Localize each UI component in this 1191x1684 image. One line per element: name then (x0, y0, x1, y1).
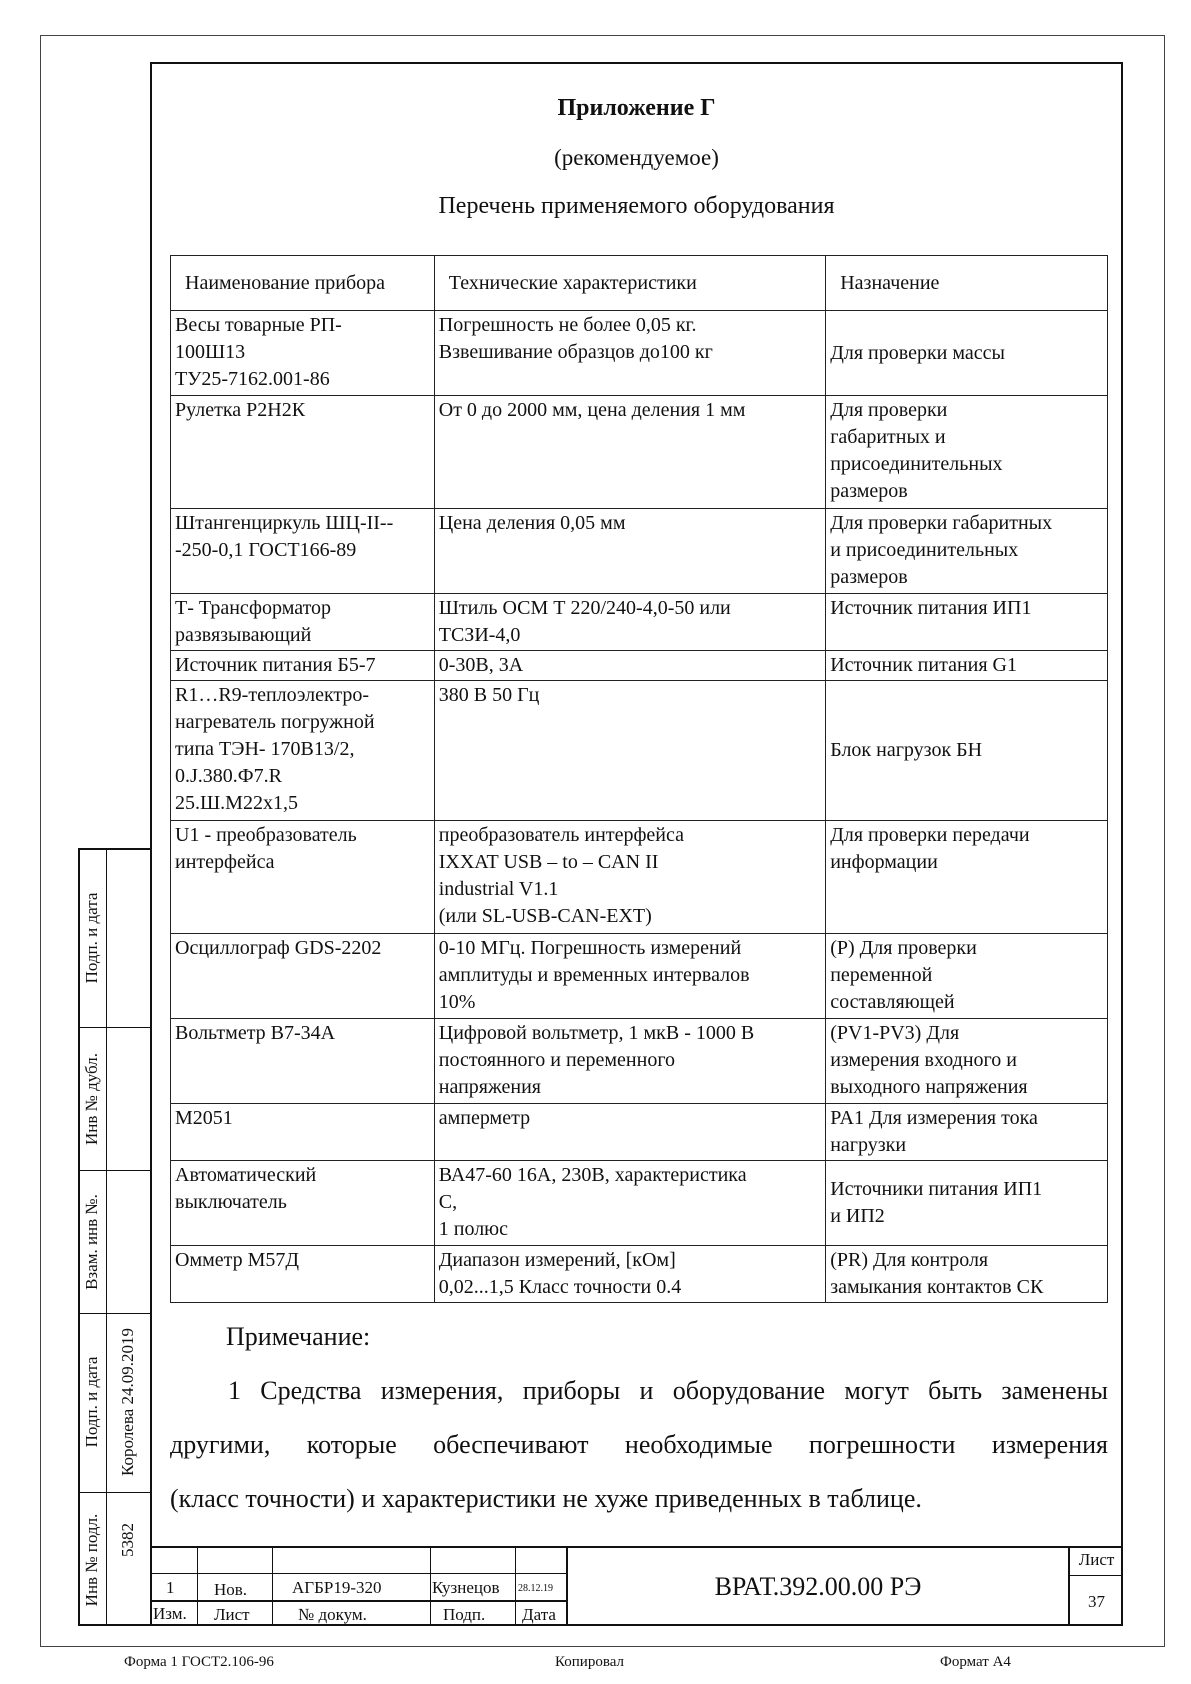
appendix-title: Приложение Г (557, 95, 716, 121)
cell-name: Весы товарные РП- 100Ш13 ТУ25-7162.001-86 (171, 311, 435, 396)
stamp-label-list: Лист (214, 1605, 250, 1624)
stamp-list-value: Нов. (214, 1580, 248, 1599)
cell-name: Вольтметр В7-34А (171, 1019, 435, 1104)
title-block-divider (197, 1546, 198, 1626)
stamp-izm-value: 1 (166, 1578, 175, 1597)
note-line-3: (класс точности) и характеристики не хуже приведенных в таблице. (170, 1484, 922, 1513)
table-row (171, 934, 1108, 1019)
side-label-inv-podl: Инв № подл. (82, 1513, 101, 1607)
side-signature-date: Королева 24.09.2019 (118, 1328, 137, 1476)
side-label-podp-data: Подп. и дата (82, 1356, 101, 1448)
cell-purpose: (PV1-PV3) Для измерения входного и выходного напряжения (826, 1019, 1108, 1104)
cell-purpose: Блок нагрузок БН (826, 681, 1108, 821)
cell-specs: 0-10 МГц. Погрешность измерений амплитуды и временных интервалов 10% (434, 934, 825, 1019)
stamp-label-date: Дата (522, 1605, 556, 1624)
title-block-divider (430, 1546, 431, 1626)
table-row (171, 1161, 1108, 1246)
cell-name: Источник питания Б5-7 (171, 651, 435, 681)
cell-purpose: Для проверки габаритных и присоединительных размеров (826, 509, 1108, 594)
table-row (171, 594, 1108, 651)
table-row (171, 821, 1108, 934)
side-hline (78, 1170, 150, 1171)
side-hline (78, 1027, 150, 1028)
cell-specs: амперметр (434, 1104, 825, 1161)
table-row (171, 1246, 1108, 1303)
appendix-subtitle: (рекомендуемое) (554, 145, 719, 170)
document-code: ВРАТ.392.00.00 РЭ (714, 1572, 922, 1601)
cell-purpose: (PR) Для контроля замыкания контактов СК (826, 1246, 1108, 1303)
side-hline (78, 1492, 150, 1493)
cell-specs: Цифровой вольтметр, 1 мкВ - 1000 В постоянного и переменного напряжения (434, 1019, 825, 1104)
stamp-sheet-number: 37 (1088, 1592, 1105, 1611)
note-line-2: другими, которые обеспечивают необходимые погрешности измерения (170, 1430, 1108, 1459)
stamp-docum-value: АГБР19-320 (292, 1578, 382, 1597)
side-hline (78, 1313, 150, 1314)
cell-name: Рулетка Р2Н2К (171, 396, 435, 509)
stamp-sheet-label: Лист (1078, 1550, 1115, 1569)
table-row (171, 681, 1108, 821)
equipment-table (170, 255, 1108, 1303)
cell-name: Штангенциркуль ШЦ-II-- -250-0,1 ГОСТ166-89 (171, 509, 435, 594)
table-row (171, 509, 1108, 594)
side-label-vzam-inv: Взам. инв №. (82, 1194, 101, 1290)
cell-purpose: Источники питания ИП1 и ИП2 (826, 1161, 1108, 1246)
cell-name: R1…R9-теплоэлектро- нагреватель погружной типа ТЭН- 170В13/2, 0.J.380.Ф7.R 25.Ш.М22х1,5 (171, 681, 435, 821)
table-row (171, 396, 1108, 509)
side-label-podp-data: Подп. и дата (82, 892, 101, 984)
stamp-label-docum: № докум. (298, 1605, 367, 1624)
cell-name: U1 - преобразователь интерфейса (171, 821, 435, 934)
stamp-label-izm: Изм. (153, 1604, 187, 1623)
stamp-label-podp: Подп. (443, 1605, 486, 1624)
stamp-date-value: 28.12.19 (518, 1583, 553, 1594)
table-row (171, 1104, 1108, 1161)
stamp-signer: Кузнецов (432, 1578, 500, 1597)
cell-specs: От 0 до 2000 мм, цена деления 1 мм (434, 396, 825, 509)
side-inv-number: 5382 (118, 1523, 137, 1557)
title-block-divider (150, 1573, 567, 1574)
cell-purpose: (Р) Для проверки переменной составляющей (826, 934, 1108, 1019)
cell-specs: Цена деления 0,05 мм (434, 509, 825, 594)
footer-form: Форма 1 ГОСТ2.106-96 (124, 1654, 274, 1670)
title-block-divider (1068, 1575, 1123, 1576)
cell-purpose: Источник питания G1 (826, 651, 1108, 681)
header-cell-specs: Технические характеристики (434, 256, 825, 311)
cell-specs: 380 В 50 Гц (434, 681, 825, 821)
cell-name: Т- Трансформатор развязывающий (171, 594, 435, 651)
cell-name: М2051 (171, 1104, 435, 1161)
cell-purpose: Для проверки передачи информации (826, 821, 1108, 934)
cell-purpose: Источник питания ИП1 (826, 594, 1108, 651)
cell-specs: Штиль ОСМ Т 220/240-4,0-50 или ТСЗИ-4,0 (434, 594, 825, 651)
cell-name: Автоматический выключатель (171, 1161, 435, 1246)
note-line-1: 1 Средства измерения, приборы и оборудование могут быть заменены (228, 1376, 1108, 1405)
table-row (171, 1019, 1108, 1104)
cell-name: Осциллограф GDS-2202 (171, 934, 435, 1019)
cell-specs: преобразователь интерфейса IXXAT USB – to – CAN II industrial V1.1 (или SL-USB-CAN-EXT) (434, 821, 825, 934)
footer-copied: Копировал (555, 1654, 624, 1670)
footer-format: Формат А4 (940, 1654, 1011, 1670)
table-row (171, 651, 1108, 681)
table-header-row (171, 256, 1108, 311)
title-block-divider (272, 1546, 273, 1626)
table-row (171, 311, 1108, 396)
cell-purpose: Для проверки массы (826, 311, 1108, 396)
side-label-inv-dubl: Инв № дубл. (82, 1052, 101, 1146)
title-block-divider (515, 1546, 516, 1626)
header-cell-name: Наименование прибора (171, 256, 435, 311)
side-divider (106, 848, 107, 1626)
cell-specs: ВА47-60 16А, 230В, характеристика С, 1 полюс (434, 1161, 825, 1246)
cell-purpose: PA1 Для измерения тока нагрузки (826, 1104, 1108, 1161)
note-heading: Примечание: (226, 1322, 371, 1351)
table-caption: Перечень применяемого оборудования (438, 193, 835, 219)
cell-specs: 0-30В, 3А (434, 651, 825, 681)
cell-specs: Диапазон измерений, [кОм] 0,02...1,5 Класс точности 0.4 (434, 1246, 825, 1303)
cell-purpose: Для проверки габаритных и присоединительных размеров (826, 396, 1108, 509)
title-block-divider (150, 1600, 567, 1602)
header-cell-purpose: Назначение (826, 256, 1108, 311)
cell-name: Омметр М57Д (171, 1246, 435, 1303)
cell-specs: Погрешность не более 0,05 кг. Взвешивание образцов до100 кг (434, 311, 825, 396)
